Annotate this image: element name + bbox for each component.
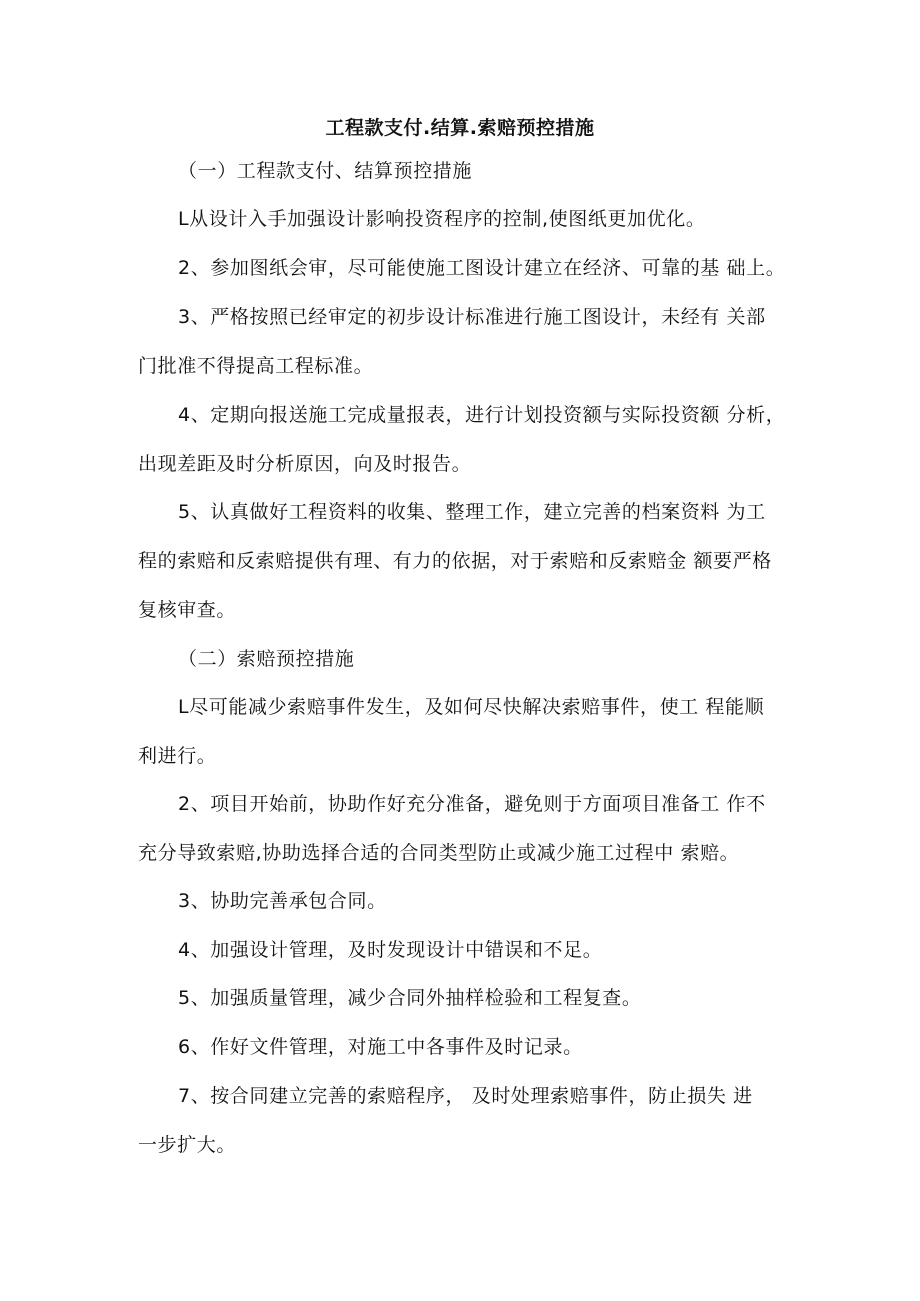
payment-item-5-line-3: 复核审查。 [138,599,237,621]
payment-item-3-line-2: 门批准不得提高工程标准。 [138,355,374,377]
claims-item-2-line-2: 充分导致索赔,协助选择合适的合同类型防止或减少施工过程中 索赔。 [138,842,740,864]
claims-item-3: 3、协助完善承包合同。 [178,890,387,912]
claims-item-1-line-1: L尽可能减少索赔事件发生，及如何尽快解决索赔事件，使工 程能顺 [178,696,765,718]
payment-item-3-line-1: 3、严格按照已经审定的初步设计标准进行施工图设计，未经有 关部 [178,306,766,328]
document-title: 工程款支付.结算.索赔预控措施 [325,117,595,139]
payment-item-2: 2、参加图纸会审，尽可能使施工图设计建立在经济、可靠的基 础上。 [178,257,786,279]
claims-item-5: 5、加强质量管理，减少合同外抽样检验和工程复查。 [178,987,642,1009]
payment-item-4-line-2: 出现差距及时分析原因，向及时报告。 [138,453,472,475]
payment-item-4-line-1: 4、定期向报送施工完成量报表，进行计划投资额与实际投资额 分析， [178,404,786,426]
claims-item-2-line-1: 2、项目开始前，协助作好充分准备，避免则于方面项目准备工 作不 [178,793,766,815]
claims-item-7-line-1: 7、按合同建立完善的索赔程序， 及时处理索赔事件，防止损失 进 [178,1085,753,1107]
section-heading-claims: （二）索赔预控措施 [178,648,355,670]
payment-item-1: L从设计入手加强设计影响投资程序的控制,使图纸更加优化。 [178,208,706,230]
claims-item-7-line-2: 一步扩大。 [138,1134,237,1156]
payment-item-5-line-1: 5、认真做好工程资料的收集、整理工作，建立完善的档案资料 为工 [178,501,766,523]
claims-item-1-line-2: 利进行。 [138,745,217,767]
claims-item-4: 4、加强设计管理，及时发现设计中错误和不足。 [178,939,603,961]
section-heading-payment: （一）工程款支付、结算预控措施 [178,160,473,182]
claims-item-6: 6、作好文件管理，对施工中各事件及时记录。 [178,1036,583,1058]
payment-item-5-line-2: 程的索赔和反索赔提供有理、有力的依据，对于索赔和反索赔金 额要严格 [138,550,772,572]
